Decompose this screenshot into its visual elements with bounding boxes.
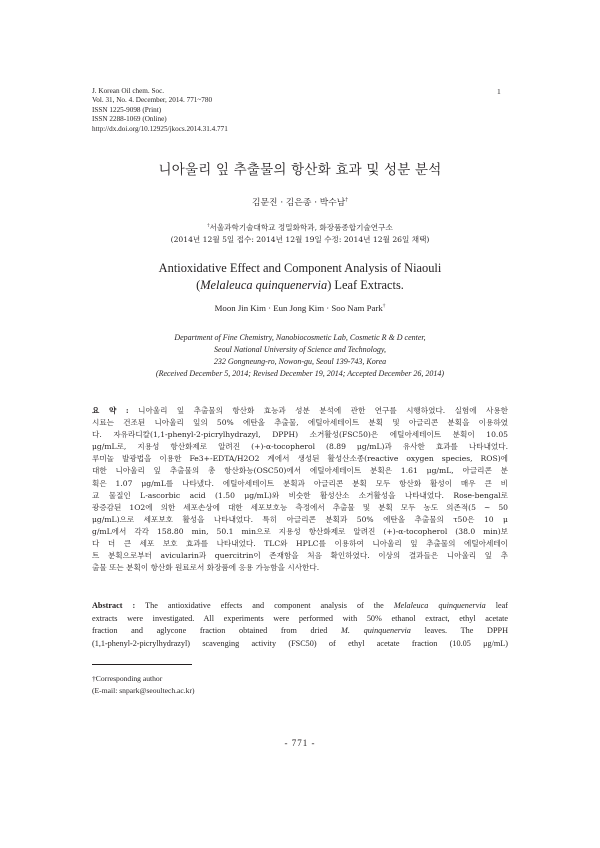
- korean-author-names: 김문진 · 김은종 · 박수남: [252, 198, 346, 208]
- footnote-divider: [92, 664, 192, 665]
- doi-link[interactable]: http://dx.doi.org/10.12925/jkocs.2014.31.4.771: [92, 124, 228, 133]
- abstract-line: 교 물질인 L-ascorbic acid (1.50 μg/mL)와 비슷한 활성산소 소거활성을 나타내었다. Rose-bengal로: [92, 490, 508, 500]
- abstract-line: 시료는 건조된 니아울리 잎의 50% 에탄올 추출물, 에틸아세테이트 분획 및 아글리콘 분획을 이용하였: [92, 418, 508, 428]
- page-number: 1: [497, 87, 501, 96]
- species-name: M. quinquenervia: [341, 626, 411, 635]
- affil-line: 232 Gongneung-ro, Nowon-gu, Seoul 139-743, Korea: [213, 357, 387, 366]
- abstract-line: 출물 또는 분획이 항산화 원료로서 화장품에 응용 가능함을 시사한다.: [92, 563, 320, 573]
- english-abstract: [92, 600, 508, 650]
- english-authors: [0, 303, 600, 313]
- issn-online: ISSN 2288-1069 (Online): [92, 115, 167, 124]
- abstract-line: 광증감된 1O2에 의한 세포손상에 대한 세포보호능 측정에서 추출물 및 분획 모두 농도 의존적(5 ~ 50: [92, 502, 508, 512]
- dagger-mark: †: [382, 303, 386, 310]
- english-author-names: Moon Jin Kim · Eun Jong Kim · Soo Nam Park: [214, 303, 383, 313]
- dagger-mark: †: [207, 223, 210, 229]
- affil-line: Department of Fine Chemistry, Nanobiocosmetic Lab, Cosmetic R & D center,: [174, 333, 426, 342]
- abstract-line: 대한 니아울리 잎 추출물의 총 항산화능(OSC50)에서 에틸아세테이트 분획은 1.61 μg/mL, 아글리콘 분: [92, 466, 508, 476]
- korean-title: 니아울리 잎 추출물의 항산화 효과 및 성분 분석: [158, 162, 442, 178]
- issn-print: ISSN 1225-9098 (Print): [92, 105, 162, 114]
- korean-affiliation: 서울과학기술대학교 정밀화학과, 화장품종합기술연구소: [209, 223, 393, 232]
- korean-abstract: [92, 405, 508, 574]
- abstract-line: 다. 자유라디칼(1,1-phenyl-2-picrylhydrazyl, DPPH) 소거활성(FSC50)은 에틸아세테이트 분획이 10.05: [92, 430, 508, 440]
- abstract-line: extracts were investigated. All experiments were performed with 50% ethanol extract, ethyl acetate: [92, 613, 508, 623]
- journal-header: [92, 87, 228, 134]
- abstract-line: 루미놀 발광법을 이용한 Fe3+-EDTA/H2O2 계에서 생성된 활성산소종(reactive oxygen species, ROS)에: [92, 454, 508, 464]
- korean-affiliation-block: [0, 222, 600, 246]
- species-name: Melaleuca quinquenervia: [200, 278, 328, 292]
- abstract-line: μg/mL로, 지용성 항산화제로 알려진 (+)-α-tocopherol (8.89 μg/mL)과 유사한 효과를 나타내었다.: [92, 442, 508, 452]
- english-title: [0, 260, 600, 294]
- corresponding-author: †Corresponding author: [92, 674, 163, 683]
- abstract-line: Abstract : The antioxidative effects and component analysis of the Melaleuca quinquenervia leaf: [92, 601, 509, 610]
- affil-line: (Received December 5, 2014; Revised December 19, 2014; Accepted December 26, 2014): [155, 369, 445, 378]
- page-footer-number: - 771 -: [284, 738, 316, 748]
- journal-name: J. Korean Oil chem. Soc.: [92, 87, 165, 95]
- abstract-line: fraction and aglycone fraction obtained from dried M. quinquenervia leaves. The DPPH: [92, 626, 508, 635]
- korean-dates: (2014년 12월 5일 접수: 2014년 12월 19일 수정: 2014년 12월 26일 채택): [170, 235, 430, 244]
- dagger-mark: †: [345, 197, 348, 204]
- journal-volume: Vol. 31, No. 4. December, 2014. 771~780: [92, 96, 213, 105]
- abstract-label: 요 약 :: [92, 406, 129, 415]
- abstract-line: 다 더 큰 세포 보호 효과를 나타내었다. TLC와 HPLC를 이용하여 니아울리 잎 추출물의 에틸아세테이: [92, 539, 508, 549]
- abstract-line: 획은 1.07 μg/mL를 나타냈다. 에틸아세테이트 분획과 아글리콘 분획 모두 항산화 활성이 매우 큰 비: [92, 478, 508, 488]
- affil-line: Seoul National University of Science and Technology,: [214, 345, 386, 354]
- abstract-line: 트 분획으로부터 avicularin과 quercitrin이 존재함을 처음 확인하였다. 이상의 결과들은 니아울리 잎 추: [92, 551, 508, 561]
- abstract-line: g/mL에서 각각 158.80 min, 50.1 min으로 지용성 항산화제로 알려진 (+)-α-tocopherol (38.0 min)보: [92, 526, 508, 536]
- abstract-line: μg/mL)으로 세포보호 활성을 나타내었다. 특히 아글리콘 분획과 50% 에탄올 추출물의 τ50은 10 μ: [92, 514, 508, 524]
- korean-authors: [0, 195, 600, 208]
- abstract-line: 요 약 : 니아울리 잎 추출물의 항산화 효능과 성분 분석에 관한 연구를 시행하였다. 실험에 사용한: [92, 406, 508, 415]
- species-name: Melaleuca quinquenervia: [393, 601, 486, 610]
- english-affiliation: [0, 332, 600, 380]
- abstract-line: (1,1-phenyl-2-picrylhydrazyl) scavenging activity (FSC50) of ethyl acetate fraction (10.05 μg/mL): [92, 638, 508, 648]
- corresponding-email: (E-mail: snpark@seoultech.ac.kr): [92, 686, 195, 695]
- english-title-line2: (Melaleuca quinquenervia) Leaf Extracts.: [196, 278, 404, 292]
- abstract-label: Abstract :: [92, 601, 136, 610]
- english-title-line1: Antioxidative Effect and Component Analysis of Niaouli: [158, 261, 442, 275]
- footnote: [92, 673, 195, 697]
